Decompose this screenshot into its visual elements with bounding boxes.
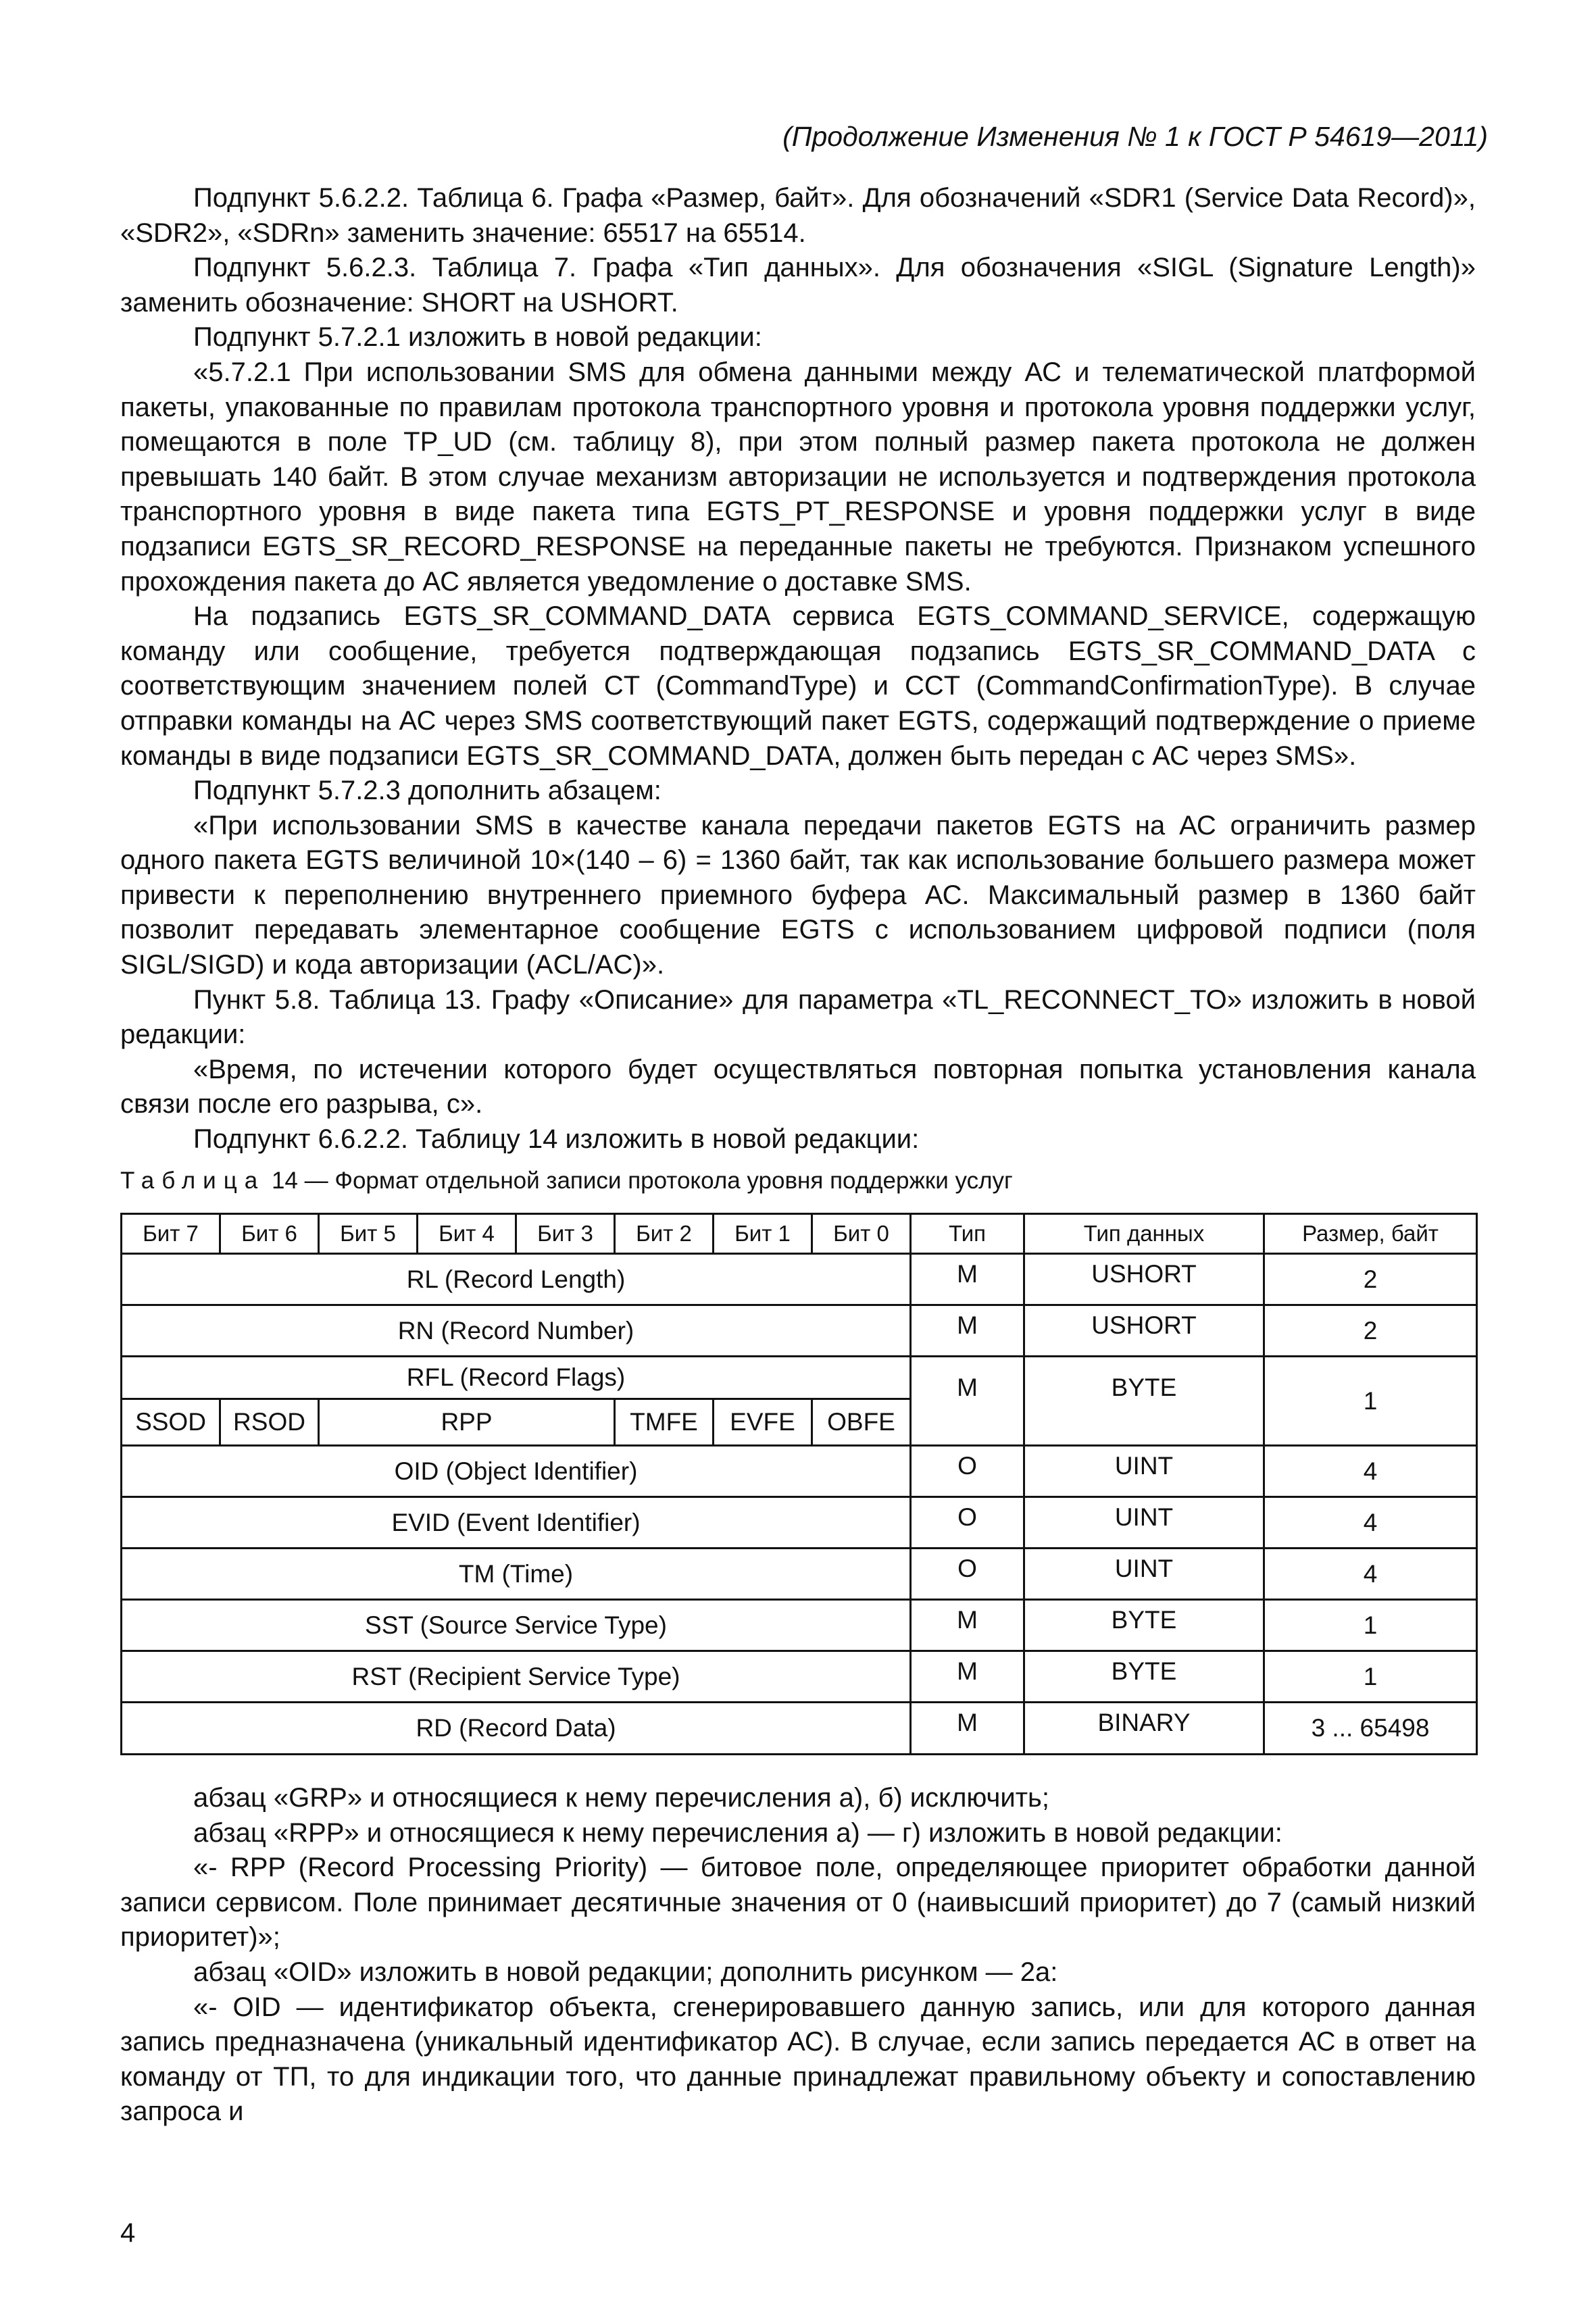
record-format-table	[120, 1213, 1478, 1755]
field-cell: RST (Recipient Service Type)	[122, 1651, 911, 1703]
size-cell: 4	[1264, 1549, 1477, 1600]
flag-bit-cell: RPP	[319, 1399, 615, 1446]
header-cell: Бит 3	[516, 1214, 615, 1254]
size-cell: 4	[1264, 1497, 1477, 1549]
header-cell: Бит 2	[615, 1214, 714, 1254]
datatype-cell: BINARY	[1024, 1703, 1264, 1755]
datatype-cell: BYTE	[1024, 1651, 1264, 1703]
datatype-cell: UINT	[1024, 1497, 1264, 1549]
datatype-cell: USHORT	[1024, 1254, 1264, 1305]
header-cell: Бит 5	[319, 1214, 418, 1254]
size-cell: 1	[1264, 1651, 1477, 1703]
type-cell: O	[911, 1497, 1024, 1549]
table-row	[122, 1600, 1477, 1651]
paragraph: «5.7.2.1 При использовании SMS для обмена данными между АС и телематической платформой пакеты, упакованные по правилам протокола транспортного уровня и протокола уровня поддержки услуг, помещаются в поле TP_UD (см. таблицу 8), при этом полный размер пакета протокола не должен превышать 140 байт. В этом случае механизм авторизации не используется и подтверждения протокола транспортного уровня в виде пакета типа EGTS_PT_RESPONSE и уровня поддержки услуг в виде подзаписи EGTS_SR_RECORD_RESPONSE на переданные пакеты не требуются. Признаком успешного прохождения пакета до АС является уведомление о доставке SMS.	[120, 357, 1476, 597]
table-row	[122, 1254, 1477, 1305]
type-cell: M	[911, 1357, 1024, 1446]
datatype-cell: UINT	[1024, 1549, 1264, 1600]
flag-bit-cell: TMFE	[615, 1399, 714, 1446]
table-row	[122, 1549, 1477, 1600]
field-cell: RD (Record Data)	[122, 1703, 911, 1755]
header-cell: Размер, байт	[1264, 1214, 1477, 1254]
size-cell: 2	[1264, 1305, 1477, 1357]
header-cell: Тип данных	[1024, 1214, 1264, 1254]
type-cell: O	[911, 1446, 1024, 1497]
header-cell: Бит 4	[418, 1214, 516, 1254]
size-cell: 3 ... 65498	[1264, 1703, 1477, 1755]
body-text	[120, 181, 1476, 1157]
table-header-row	[122, 1214, 1477, 1254]
size-cell: 2	[1264, 1254, 1477, 1305]
paragraph: Подпункт 5.6.2.2. Таблица 6. Графа «Размер, байт». Для обозначений «SDR1 (Service Data Record)», «SDR2», «SDRn» заменить значение: 65517 на 65514.	[120, 183, 1476, 248]
paragraph: абзац «RPP» и относящиеся к нему перечисления а) — г) изложить в новой редакции:	[193, 1817, 1282, 1848]
header-cell: Бит 7	[122, 1214, 220, 1254]
header-cell: Бит 1	[714, 1214, 812, 1254]
type-cell: M	[911, 1254, 1024, 1305]
table-row	[122, 1497, 1477, 1549]
type-cell: M	[911, 1703, 1024, 1755]
table-caption	[120, 1167, 1013, 1195]
size-cell: 1	[1264, 1600, 1477, 1651]
paragraph: Подпункт 6.6.2.2. Таблицу 14 изложить в новой редакции:	[193, 1124, 920, 1155]
datatype-cell: UINT	[1024, 1446, 1264, 1497]
table-row	[122, 1651, 1477, 1703]
paragraph: Подпункт 5.7.2.1 изложить в новой редакции:	[193, 322, 762, 353]
field-cell: RL (Record Length)	[122, 1254, 911, 1305]
datatype-cell: USHORT	[1024, 1305, 1264, 1357]
type-cell: M	[911, 1651, 1024, 1703]
field-cell: RFL (Record Flags)	[122, 1357, 911, 1399]
flag-bit-cell: SSOD	[122, 1399, 220, 1446]
size-cell: 4	[1264, 1446, 1477, 1497]
header-cell: Тип	[911, 1214, 1024, 1254]
table-caption-text: 14 — Формат отдельной записи протокола уровня поддержки услуг	[265, 1167, 1013, 1194]
paragraph: Пункт 5.8. Таблица 13. Графу «Описание» для параметра «TL_RECONNECT_TO» изложить в новой редакции:	[120, 984, 1476, 1050]
paragraph: На подзапись EGTS_SR_COMMAND_DATA сервиса EGTS_COMMAND_SERVICE, содержащую команду или сообщение, требуется подтверждающая подзапись EGTS_SR_COMMAND_DATA с соответствующим значением полей CT (CommandType) и CCT (CommandConfirmationType). В случае отправки команды на АС через SMS соответствующий пакет EGTS, содержащий подтверждение о приеме команды в виде подзаписи EGTS_SR_COMMAND_DATA, должен быть передан с АС через SMS».	[120, 601, 1476, 771]
field-cell: OID (Object Identifier)	[122, 1446, 911, 1497]
body-text-after-table	[120, 1781, 1476, 2130]
paragraph: «При использовании SMS в качестве канала передачи пакетов EGTS на АС ограничить размер одного пакета EGTS величиной 10×(140 – 6) = 1360 байт, так как использование большего размера может привести к переполнению внутреннего приемного буфера АС. Максимальный размер в 1360 байт позволит передавать элементарное сообщение EGTS с использованием цифровой подписи (поля SIGL/SIGD) и кода авторизации (ACL/AC)».	[120, 810, 1476, 980]
paragraph: «- RPP (Record Processing Priority) — битовое поле, определяющее приоритет обработки данной записи сервисом. Поле принимает десятичные значения от 0 (наивысший приоритет) до 7 (самый низкий приоритет)»;	[120, 1853, 1476, 1953]
paragraph: абзац «GRP» и относящиеся к нему перечисления а), б) исключить;	[193, 1783, 1049, 1813]
field-cell: SST (Source Service Type)	[122, 1600, 911, 1651]
table-row	[122, 1357, 1477, 1399]
header-cell: Бит 0	[812, 1214, 911, 1254]
paragraph: абзац «OID» изложить в новой редакции; дополнить рисунком — 2а:	[193, 1957, 1058, 1987]
field-cell: EVID (Event Identifier)	[122, 1497, 911, 1549]
size-cell: 1	[1264, 1357, 1477, 1446]
paragraph: «- OID — идентификатор объекта, сгенерировавшего данную запись, или для которого данная запись предназначена (уникальный идентификатор АС). В случае, если запись передается АС в ответ на команду от ТП, то для индикации того, что данные принадлежат правильному объекту и сопоставлению запроса и	[120, 1992, 1476, 2127]
field-cell: RN (Record Number)	[122, 1305, 911, 1357]
paragraph: Подпункт 5.7.2.3 дополнить абзацем:	[193, 776, 662, 806]
type-cell: M	[911, 1305, 1024, 1357]
field-cell: TM (Time)	[122, 1549, 911, 1600]
type-cell: M	[911, 1600, 1024, 1651]
header-cell: Бит 6	[220, 1214, 319, 1254]
datatype-cell: BYTE	[1024, 1357, 1264, 1446]
flag-bit-cell: RSOD	[220, 1399, 319, 1446]
flag-bit-cell: OBFE	[812, 1399, 911, 1446]
page-number: 4	[120, 2218, 136, 2248]
flag-bit-cell: EVFE	[714, 1399, 812, 1446]
table-row	[122, 1305, 1477, 1357]
table-row	[122, 1446, 1477, 1497]
paragraph: Подпункт 5.6.2.3. Таблица 7. Графа «Тип данных». Для обозначения «SIGL (Signature Length)» заменить обозначение: SHORT на USHORT.	[120, 253, 1476, 318]
table-caption-word: Таблица	[120, 1167, 266, 1194]
table-row	[122, 1703, 1477, 1755]
document-header: (Продолжение Изменения № 1 к ГОСТ Р 54619—2011)	[782, 121, 1488, 152]
paragraph: «Время, по истечении которого будет осуществляться повторная попытка установления канала связи после его разрыва, с».	[120, 1054, 1476, 1120]
type-cell: O	[911, 1549, 1024, 1600]
datatype-cell: BYTE	[1024, 1600, 1264, 1651]
